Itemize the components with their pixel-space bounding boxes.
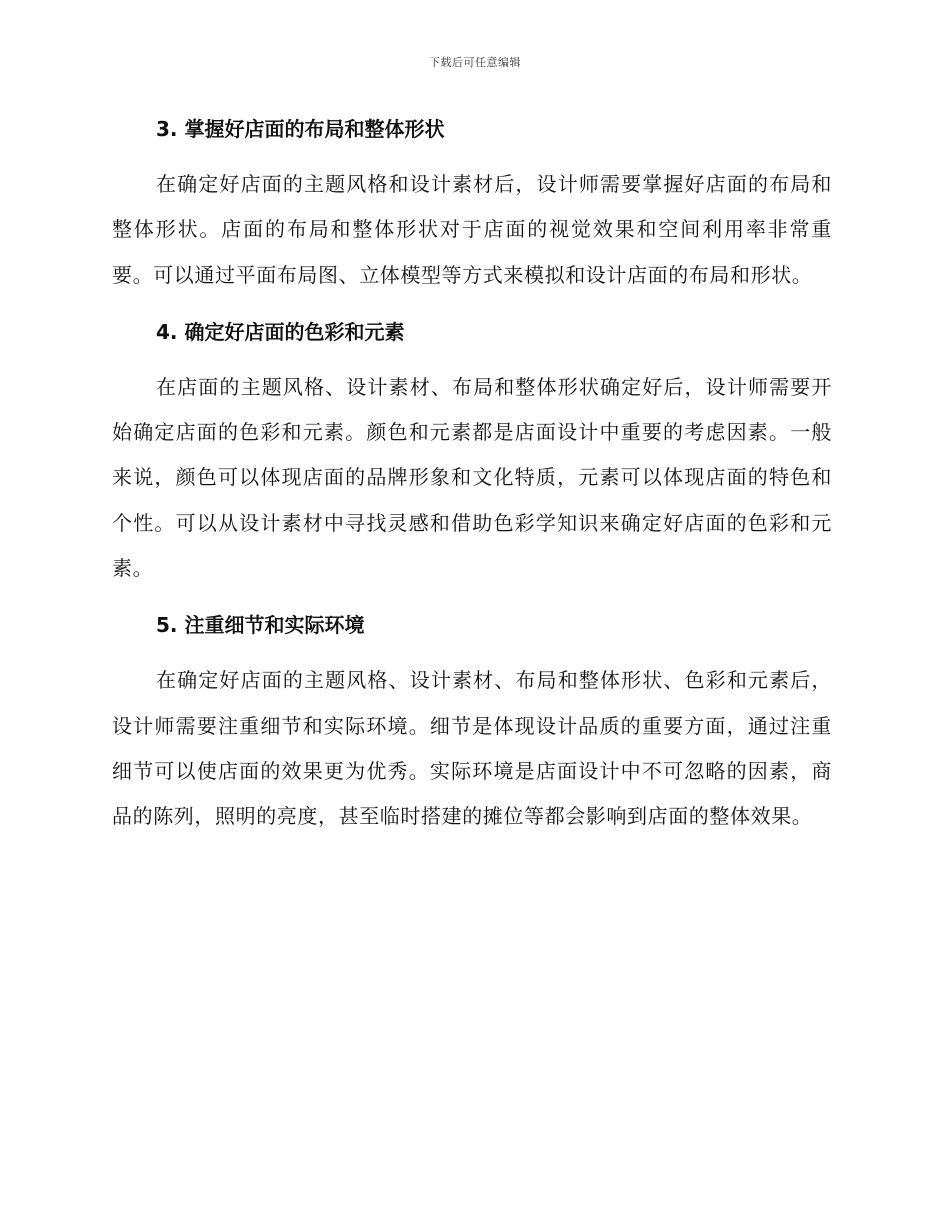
section-heading: 5. 注重细节和实际环境 bbox=[156, 613, 365, 638]
section-5 bbox=[112, 608, 832, 839]
section-paragraph: 在店面的主题风格、设计素材、布局和整体形状确定好后，设计师需要开始确定店面的色彩和元素。颜色和元素都是店面设计中重要的考虑因素。一般来说，颜色可以体现店面的品牌形象和文化特质，元素可以体现店面的特色和个性。可以从设计素材中寻找灵感和借助色彩学知识来确定好店面的色彩和元素。 bbox=[112, 374, 832, 581]
section-3 bbox=[112, 112, 832, 298]
section-heading: 3. 掌握好店面的布局和整体形状 bbox=[156, 117, 445, 141]
section-heading: 4. 确定好店面的色彩和元素 bbox=[156, 319, 405, 344]
section-paragraph: 在确定好店面的主题风格和设计素材后，设计师需要掌握好店面的布局和整体形状。店面的布局和整体形状对于店面的视觉效果和空间利用率非常重要。可以通过平面布局图、立体模型等方式来模拟和设计店面的布局和形状。 bbox=[112, 172, 832, 287]
header-note: 下载后可任意编辑 bbox=[429, 56, 521, 69]
section-paragraph: 在确定好店面的主题风格、设计素材、布局和整体形状、色彩和元素后，设计师需要注重细节和实际环境。细节是体现设计品质的重要方面，通过注重细节可以使店面的效果更为优秀。实际环境是店面设计中不可忽略的因素，商品的陈列，照明的亮度，甚至临时搭建的摊位等都会影响到店面的整体效果。 bbox=[112, 668, 832, 829]
document-content bbox=[112, 112, 832, 857]
section-4 bbox=[112, 315, 832, 591]
